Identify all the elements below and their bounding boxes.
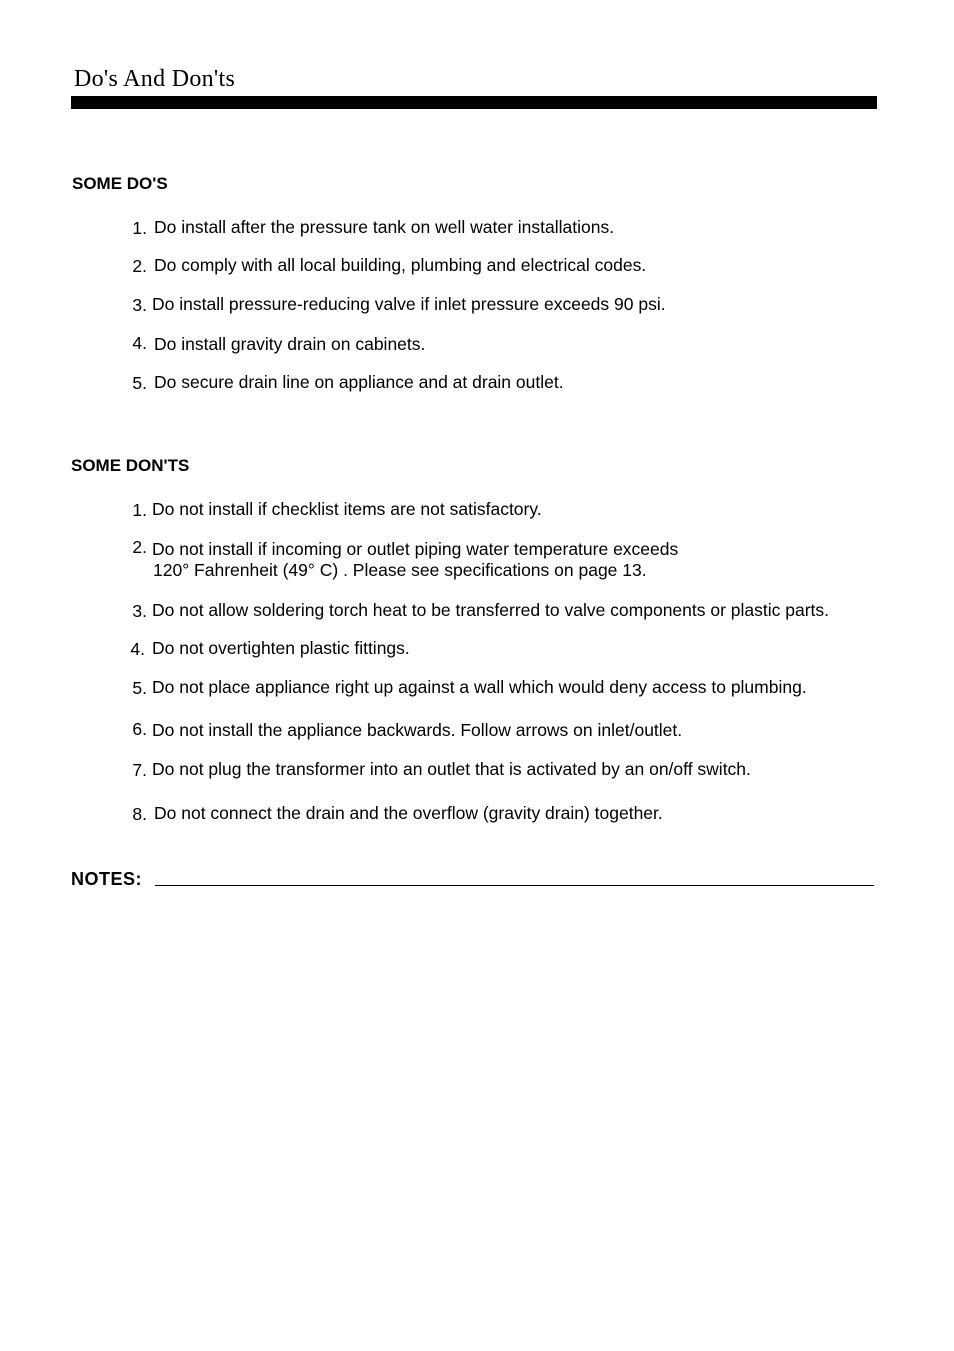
page-title: Do's And Don'ts	[74, 66, 236, 92]
list-item-number: 1.	[132, 500, 147, 520]
list-item-text-continued: 120° Fahrenheit (49° C) . Please see specifications on page 13.	[153, 560, 647, 580]
list-item-text: Do install gravity drain on cabinets.	[154, 334, 426, 354]
list-item-text: Do not install if checklist items are not satisfactory.	[152, 499, 542, 519]
dos-heading: SOME DO'S	[72, 174, 168, 193]
list-item-number: 2.	[132, 537, 147, 557]
list-item-number: 3.	[132, 295, 147, 315]
list-item-text: Do install after the pressure tank on well water installations.	[154, 217, 615, 237]
notes-line	[155, 885, 874, 886]
list-item-text: Do comply with all local building, plumbing and electrical codes.	[154, 255, 647, 275]
list-item-text: Do not connect the drain and the overflow (gravity drain) together.	[154, 803, 663, 823]
list-item-text: Do not place appliance right up against a wall which would deny access to plumbing.	[152, 677, 807, 697]
list-item-number: 4.	[132, 333, 147, 353]
list-item-number: 2.	[132, 256, 147, 276]
list-item-number: 4.	[130, 639, 145, 659]
list-item-number: 5.	[132, 373, 147, 393]
list-item-number: 7.	[132, 760, 147, 780]
list-item-text: Do not install if incoming or outlet piping water temperature exceeds	[152, 539, 679, 559]
list-item-text: Do not overtighten plastic fittings.	[152, 638, 410, 658]
title-rule	[71, 96, 877, 109]
list-item-number: 5.	[132, 678, 147, 698]
list-item-number: 1.	[132, 218, 147, 238]
list-item-text: Do not install the appliance backwards. Follow arrows on inlet/outlet.	[152, 720, 683, 740]
list-item-text: Do not allow soldering torch heat to be transferred to valve components or plastic parts.	[152, 600, 830, 620]
donts-heading: SOME DON'TS	[71, 456, 190, 475]
list-item-number: 6.	[132, 719, 147, 739]
list-item-text: Do secure drain line on appliance and at drain outlet.	[154, 372, 564, 392]
list-item-text: Do install pressure-reducing valve if inlet pressure exceeds 90 psi.	[152, 294, 666, 314]
list-item-text: Do not plug the transformer into an outlet that is activated by an on/off switch.	[152, 759, 751, 779]
list-item-number: 8.	[132, 804, 147, 824]
notes-label: NOTES:	[71, 869, 143, 889]
list-item-number: 3.	[132, 601, 147, 621]
